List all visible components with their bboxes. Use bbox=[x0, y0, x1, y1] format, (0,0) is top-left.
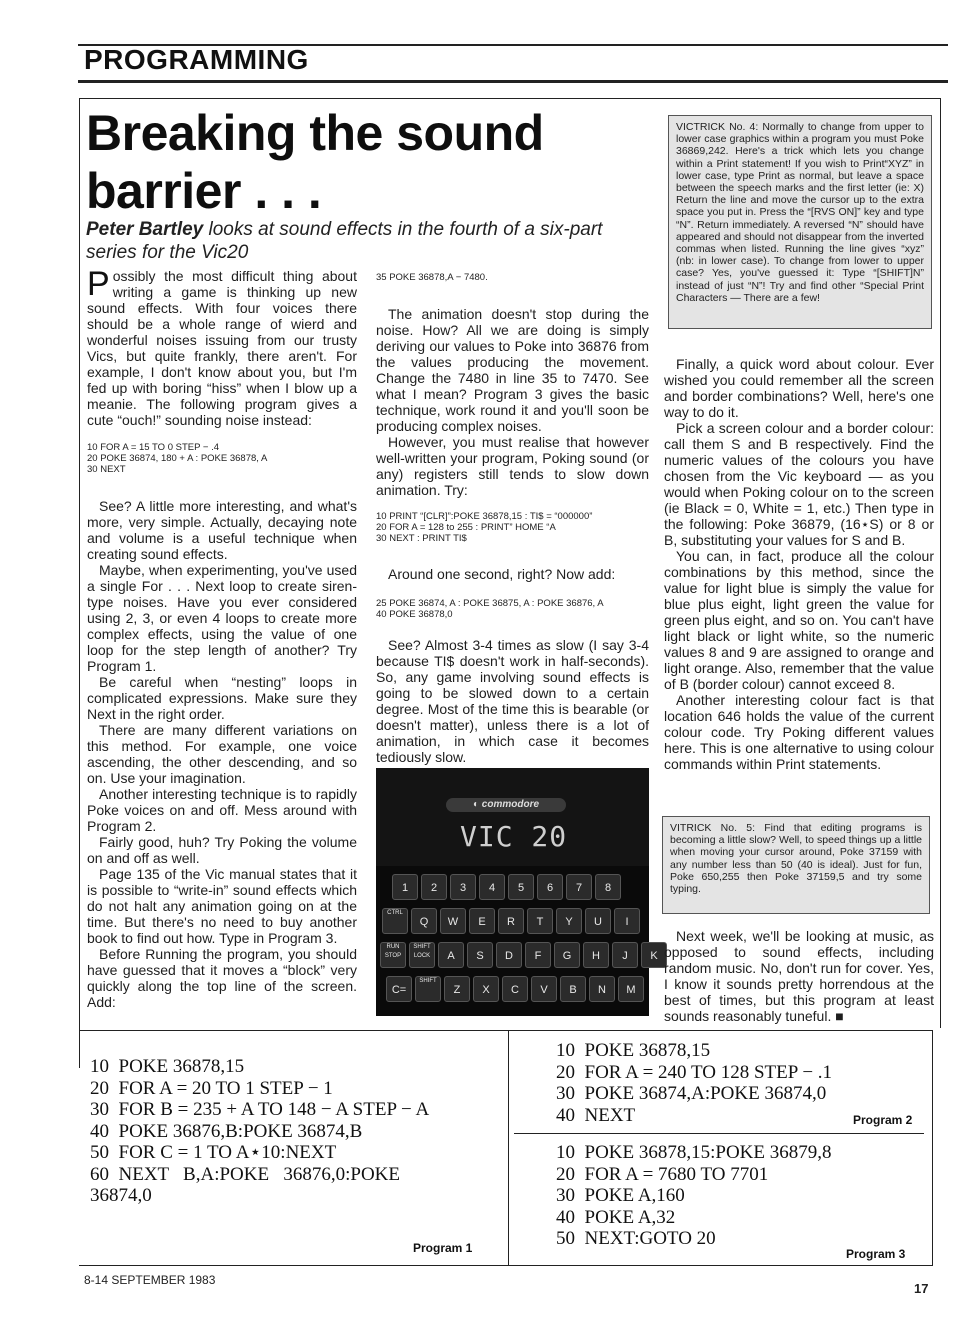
paragraph: Around one second, right? Now add: bbox=[388, 566, 616, 582]
keyboard-key: A bbox=[438, 942, 464, 968]
column-2 bbox=[376, 306, 649, 498]
keyboard-key: R bbox=[498, 908, 524, 934]
brand-text: commodore bbox=[481, 799, 540, 810]
column-2-mid bbox=[376, 566, 649, 582]
program-3-bottom-rule bbox=[508, 1265, 933, 1266]
keyboard-key: SHIFT bbox=[415, 976, 441, 1002]
headline: Breaking the sound barrier . . . bbox=[86, 105, 544, 219]
paragraph: Another interesting colour fact is that location 646 holds the value of the current colour code. Try Poking different values here. This is one alternative to using colour commands within Print statements. bbox=[664, 692, 934, 772]
keyboard-key: CTRL bbox=[382, 908, 408, 934]
listing-right-rule bbox=[508, 1030, 509, 1265]
program-2-top-rule bbox=[508, 1030, 933, 1031]
issue-date: 8-14 SEPTEMBER 1983 bbox=[84, 1273, 216, 1287]
paragraph: Maybe, when experimenting, you've used a single For . . . Next loop to create siren-type noises. Have you ever considered using 2, 3, or even 4 loops to create more complex effects, using the value of one loop for the step length of another? Try Program 1. bbox=[87, 562, 357, 674]
frame-right bbox=[940, 98, 941, 1028]
keyboard-key: SHIFT LOCK bbox=[409, 942, 435, 968]
paragraph-text: Next week, we'll be looking at music, as opposed to sound effects, including random music. No, don't run for cover. Yes, I know it sounds pretty horrendous at the best of times, but this program at least sounds reasonably tuneful. bbox=[664, 928, 934, 1024]
keyboard-key: D bbox=[496, 942, 522, 968]
keyboard-key: 5 bbox=[508, 874, 534, 900]
paragraph: See? Almost 3-4 times as slow (I say 3-4 because TI$ doesn't work in half-seconds). So, any game involving sound effects is going to be slowed down to a certain degree. Most of the time this is bearable (or doesn't matter), unless there is a lot of animation, in which case it becomes tediously slow. bbox=[376, 637, 649, 765]
paragraph: Page 135 of the Vic manual states that it is possible to “write-in” sound effects which do not halt any animation going on at the time. But there's no need to buy another book to find out how. Type in Program 3. bbox=[87, 866, 357, 946]
column-3 bbox=[664, 356, 934, 772]
keyboard-key: V bbox=[531, 976, 557, 1002]
section-title: PROGRAMMING bbox=[84, 44, 309, 75]
paragraph: See? A little more interesting, and what's more, very simple. Actually, decaying note and volume is a useful technique when creating sound effects. bbox=[87, 498, 357, 562]
keyboard-key: H bbox=[583, 942, 609, 968]
keyboard-key: 6 bbox=[537, 874, 563, 900]
keyboard-key: 8 bbox=[595, 874, 621, 900]
keyboard-key: G bbox=[554, 942, 580, 968]
keyboard-key: Y bbox=[556, 908, 582, 934]
paragraph bbox=[664, 928, 934, 1024]
drop-cap: P bbox=[87, 265, 110, 303]
standfirst bbox=[86, 218, 646, 264]
listing-bottom-rule bbox=[79, 1265, 509, 1266]
model-name: VIC 20 bbox=[460, 820, 568, 853]
paragraph: Pick a screen colour and a border colour: call them S and B respectively. Find the numeric values of the colours you have chosen from the Vic keyboard — as you would when Poking colour on to the screen (ie Black = 0, White = 1, etc.) Then type in the following: Poke 36879, (16⋆S) or 8 or B, substituting your values for S and B. bbox=[664, 420, 934, 548]
column-3-end bbox=[664, 928, 934, 1024]
code-snippet: 35 POKE 36878,A − 7480. bbox=[376, 272, 488, 283]
paragraph: Be careful when “nesting” loops in complicated expressions. Make sure they Next in the right order. bbox=[87, 674, 357, 722]
standfirst-text: looks at sound effects in the fourth of a six-part series for the Vic20 bbox=[86, 219, 603, 263]
paragraph: Fairly good, huh? Try Poking the volume on and off as well. bbox=[87, 834, 357, 866]
program-3-listing: 10 POKE 36878,15:POKE 36879,8 20 FOR A = 7680 TO 7701 30 POKE A,160 40 POKE A,32 50 NEXT:GOTO 20 bbox=[556, 1142, 832, 1249]
program-divider bbox=[514, 1133, 924, 1134]
keyboard-key: 7 bbox=[566, 874, 592, 900]
program-1-listing: 10 POKE 36878,15 20 FOR A = 20 TO 1 STEP − 1 30 FOR B = 235 + A TO 148 − A STEP − A 40 POKE 36876,B:POKE 36874,B 50 FOR C = 1 TO A⋆10:NEXT 60 NEXT B,A:POKE 36876,0:POKE 36874,0 bbox=[90, 1056, 430, 1206]
paragraph: Finally, a quick word about colour. Ever wished you could remember all the screen and border combinations? Well, here's one way to do it. bbox=[664, 356, 934, 420]
keyboard-key: RUN STOP bbox=[380, 942, 406, 968]
keyboard-key: 3 bbox=[450, 874, 476, 900]
column-1 bbox=[87, 265, 357, 428]
victrick-4-box: VICTRICK No. 4: Normally to change from upper to lower case graphics within a program you must Poke 36869,242. Here's a trick which lets you change within a Print statement! If you wish to Print“XYZ” in lower case, type Print as normal, but leave a space between the speech marks and the first letter (ie: X) Return the line and move the cursor up to the extra space you put in. Press the “[RVS ON]” key and type “N”. Return immediately. A reversed “N” should have appeared and should not disappear from the inverted commas when listed. Running the line gives “xyz” (nb: in lower case). To change from lower to upper case? Yes, you've guessed it: Type “[SHIFT]N” instead of just “N”! Try and find other “Special Print Characters — There are a few! bbox=[668, 115, 932, 329]
keyboard-key: C= bbox=[386, 976, 412, 1002]
code-snippet: 10 FOR A = 15 TO 0 STEP − .4 20 POKE 36874, 180 + A : POKE 36878, A 30 NEXT bbox=[87, 442, 268, 475]
paragraph: You can, in fact, produce all the colour combinations by this method, since the value for light blue is simply the value for blue plus eight, light green the value for green plus eight, and so on. You can't have light black or light white, so the numeric values 8 and 9 are assigned to orange and light orange. Also, remember that the value of B (border colour) cannot exceed 8. bbox=[664, 548, 934, 692]
program-3-right-rule bbox=[932, 1030, 933, 1266]
column-2-end bbox=[376, 637, 649, 765]
program-1-label: Program 1 bbox=[413, 1241, 473, 1255]
paragraph: The animation doesn't stop during the noise. How? All we are doing is simply deriving our values to Poke into 36876 from the values producing the movement. Change the 7480 in line 35 to 7470. See what I mean? Program 3 gives the basic technique, work round it and you'll soon be producing complex noises. bbox=[376, 306, 649, 434]
column-1-cont bbox=[87, 498, 357, 1010]
keyboard bbox=[376, 866, 658, 1016]
vic20-photo bbox=[376, 768, 658, 1016]
page-number: 17 bbox=[914, 1281, 929, 1296]
keyboard-key: C bbox=[502, 976, 528, 1002]
keyboard-key: 1 bbox=[392, 874, 418, 900]
keyboard-key: B bbox=[560, 976, 586, 1002]
paragraph: Another interesting technique is to rapidly Poke voices on and off. Mess around with Program 2. bbox=[87, 786, 357, 834]
paragraph: Before Running the program, you should have guessed that it moves a “block” very quickly along the top line of the screen. Add: bbox=[87, 946, 357, 1010]
keyboard-key: U bbox=[585, 908, 611, 934]
keyboard-key: K bbox=[641, 942, 667, 968]
keyboard-key: S bbox=[467, 942, 493, 968]
keyboard-key: Q bbox=[411, 908, 437, 934]
keyboard-key: X bbox=[473, 976, 499, 1002]
paragraph bbox=[87, 265, 357, 428]
program-2-listing: 10 POKE 36878,15 20 FOR A = 240 TO 128 STEP − .1 30 POKE 36874,A:POKE 36874,0 40 NEXT bbox=[556, 1040, 833, 1126]
frame-left bbox=[79, 98, 80, 1068]
keyboard-key: 2 bbox=[421, 874, 447, 900]
program-3-label: Program 3 bbox=[846, 1247, 906, 1261]
keyboard-key: T bbox=[527, 908, 553, 934]
keyboard-key: Z bbox=[444, 976, 470, 1002]
frame-top bbox=[79, 98, 941, 99]
keyboard-key: I bbox=[614, 908, 640, 934]
paragraph-text: ossibly the most difficult thing about writing a game is thinking up new sound effects. With four voices there should be a whole range of wierd and wonderful noises issuing from our trusty Vics, but quite frankly, there aren't. For example, I don't know about you, but I'm fed up with boring “hiss” when I blow up a meanie. The following program gives a cute “ouch!” sounding noise instead: bbox=[87, 268, 357, 428]
listing-top-rule bbox=[79, 1030, 509, 1031]
section-rule bbox=[78, 80, 948, 83]
keyboard-key: 4 bbox=[479, 874, 505, 900]
logo-mark-icon: ◐ bbox=[472, 799, 482, 810]
keyboard-key: E bbox=[469, 908, 495, 934]
code-snippet: 10 PRINT “[CLR]”:POKE 36878,15 : TI$ = “000000” 20 FOR A = 128 to 255 : PRINT” HOME “A 30 NEXT : PRINT TI$ bbox=[376, 511, 593, 544]
keyboard-key: M bbox=[618, 976, 644, 1002]
keyboard-key: W bbox=[440, 908, 466, 934]
paragraph: However, you must realise that however well-written your program, Poking sound (or any) registers still tends to slow down animation. Try: bbox=[376, 434, 649, 498]
program-2-label: Program 2 bbox=[853, 1113, 913, 1127]
keyboard-key: N bbox=[589, 976, 615, 1002]
author-name: Peter Bartley bbox=[86, 219, 204, 240]
keyboard-key: F bbox=[525, 942, 551, 968]
end-mark-icon: ■ bbox=[835, 1008, 844, 1024]
paragraph: There are many different variations on this method. For example, one voice ascending, the other descending, and so on. Use your imagination. bbox=[87, 722, 357, 786]
commodore-badge bbox=[446, 798, 566, 812]
code-snippet: 25 POKE 36874, A : POKE 36875, A : POKE 36876, A 40 POKE 36878,0 bbox=[376, 598, 604, 620]
victrick-5-box: VITRICK No. 5: Find that editing programs is becoming a little slow? Well, to speed things up a little when moving your cursor around, Poke 37159 with any number less than 50 (40 is ideal). Just for fun, Poke 650,255 then Poke 37159,5 and try some typing. bbox=[662, 816, 930, 914]
keyboard-key: J bbox=[612, 942, 638, 968]
